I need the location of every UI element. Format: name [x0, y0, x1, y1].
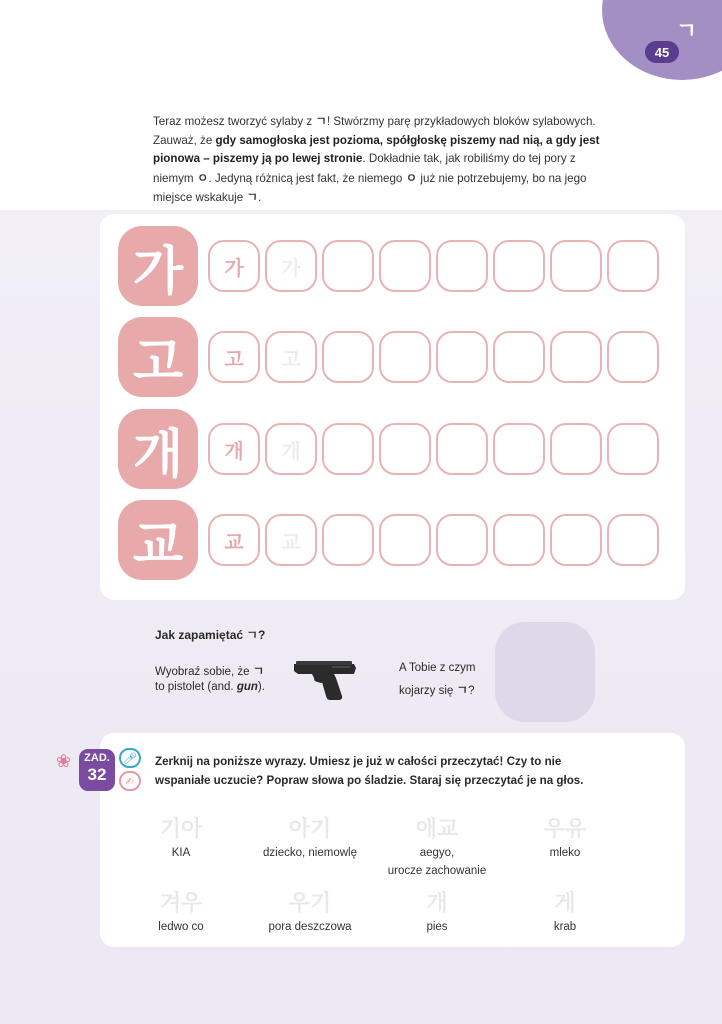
model-syllable: 가 — [118, 226, 198, 306]
trace-cell[interactable]: 개 — [265, 423, 317, 475]
chapter-letter: ㄱ — [676, 19, 698, 44]
writing-cell[interactable] — [493, 331, 545, 383]
writing-cell[interactable] — [379, 514, 431, 566]
model-syllable: 교 — [118, 500, 198, 580]
practice-row — [118, 408, 664, 490]
word-translation: KIA — [171, 847, 191, 859]
trace-cell[interactable]: 교 — [265, 514, 317, 566]
word-translation: krab — [553, 921, 577, 933]
chapter-corner-tab — [602, 0, 722, 80]
word-item — [106, 890, 256, 936]
word-translation: mleko — [549, 847, 581, 859]
practice-row — [118, 225, 664, 307]
writing-cell[interactable] — [379, 240, 431, 292]
word-translation: pora deszczowa — [268, 921, 352, 933]
exercise-instructions: Zerknij na poniższe wyrazy. Umiesz je już w całości przeczytać! Czy to nie wspaniałe uczucie? Popraw słowa po śladzie. Staraj się przeczytać je na głos. — [155, 755, 584, 787]
memory-tip-line-1: Wyobraź sobie, że ㄱ — [155, 664, 265, 678]
microphone-icon: 🎤︎ — [119, 748, 141, 768]
memory-tip-title: Jak zapamiętać ㄱ? — [155, 628, 266, 642]
writing-cell[interactable] — [436, 331, 488, 383]
trace-cell[interactable]: 가 — [265, 240, 317, 292]
page-number: 45 — [645, 41, 679, 63]
word-item: 애교 aegyo, urocze zachowanie — [362, 816, 512, 880]
writing-hand-icon: ✍︎ — [119, 771, 141, 791]
word-translation: ledwo co — [158, 921, 204, 933]
memory-tip-line-2: to pistolet (and. gun). — [155, 681, 265, 693]
writing-cell[interactable] — [607, 423, 659, 475]
word-item — [490, 816, 640, 862]
writing-cell[interactable] — [607, 514, 659, 566]
writing-cell[interactable] — [550, 423, 602, 475]
writing-cell[interactable] — [322, 514, 374, 566]
writing-cell[interactable] — [493, 423, 545, 475]
word-translation: dziecko, niemowlę — [263, 847, 357, 859]
korean-trace-word[interactable]: 우유 — [543, 817, 587, 842]
writing-cell[interactable] — [379, 423, 431, 475]
writing-cell[interactable] — [607, 240, 659, 292]
model-syllable: 개 — [118, 409, 198, 489]
memory-question-line-2: kojarzy się ㄱ? — [399, 683, 475, 697]
word-item — [490, 890, 640, 936]
word-translation: pies — [426, 921, 448, 933]
korean-trace-word[interactable]: 아기 — [288, 817, 332, 842]
writing-cell[interactable] — [493, 514, 545, 566]
trace-cell[interactable]: 개 — [208, 423, 260, 475]
writing-cell[interactable] — [550, 331, 602, 383]
word-item — [106, 816, 256, 862]
model-syllable: 고 — [118, 317, 198, 397]
trace-cell[interactable]: 가 — [208, 240, 260, 292]
writing-cell[interactable] — [436, 423, 488, 475]
trace-cell[interactable]: 교 — [208, 514, 260, 566]
writing-cell[interactable] — [436, 514, 488, 566]
trace-cell[interactable]: 고 — [265, 331, 317, 383]
writing-cell[interactable] — [379, 331, 431, 383]
intro-paragraph: Teraz możesz tworzyć sylaby z ㄱ! Stwórzmy parę przykładowych bloków sylabowych. Zauważ, że gdy samogłoska jest pozioma, spółgłoskę piszemy nad nią, a gdy jest pionowa – piszemy ją po lewej stronie. Dokładnie tak, jak robiliśmy do tej pory z niemym ㅇ. Jedyną różnicą jest fakt, że niemego ㅇ już nie potrzebujemy, bo na jego miejsce wskakuje ㄱ. — [153, 114, 600, 204]
writing-cell[interactable] — [322, 423, 374, 475]
writing-cell[interactable] — [607, 331, 659, 383]
writing-cell[interactable] — [493, 240, 545, 292]
writing-cell[interactable] — [322, 240, 374, 292]
practice-sheet — [100, 214, 685, 600]
word-translation: aegyo, — [419, 847, 455, 859]
korean-trace-word[interactable]: 겨우 — [159, 891, 203, 916]
korean-trace-word[interactable]: 게 — [554, 891, 576, 916]
korean-trace-word[interactable]: 개 — [426, 891, 448, 916]
practice-row — [118, 316, 664, 398]
pistol-illustration — [290, 658, 360, 702]
trace-cell[interactable]: 고 — [208, 331, 260, 383]
drawing-box[interactable] — [495, 622, 595, 722]
korean-trace-word[interactable]: 우기 — [288, 891, 332, 916]
writing-cell[interactable] — [550, 240, 602, 292]
writing-cell[interactable] — [550, 514, 602, 566]
korean-trace-word[interactable]: 기아 — [159, 817, 203, 842]
writing-cell[interactable] — [322, 331, 374, 383]
flower-icon: ❀ — [56, 751, 72, 771]
memory-question-line-1: A Tobie z czym — [399, 662, 476, 674]
practice-row — [118, 499, 664, 581]
writing-cell[interactable] — [436, 240, 488, 292]
korean-trace-word[interactable]: 애교 — [415, 817, 459, 842]
exercise-number-badge: ZAD. 32 — [79, 749, 115, 791]
